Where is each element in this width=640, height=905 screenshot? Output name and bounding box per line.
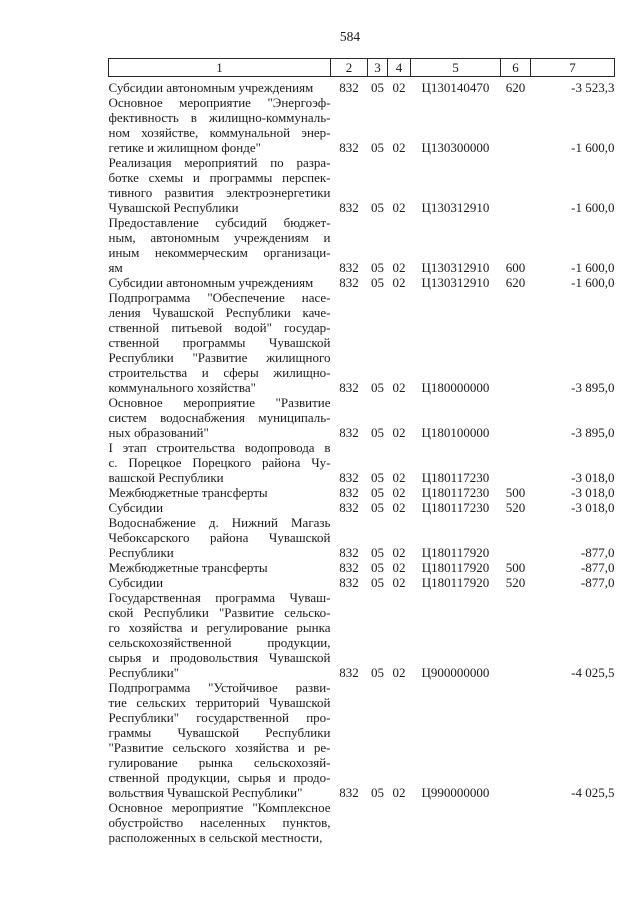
column-header-2: 2 xyxy=(331,59,368,77)
cell-description xyxy=(109,800,331,845)
cell-description xyxy=(109,395,331,440)
cell-target-article: Ц180000000 xyxy=(421,380,490,395)
description-line: сырья и продовольствия Чувашской xyxy=(108,650,331,665)
cell-podrazdel: 02 xyxy=(392,500,406,515)
cell-expense-type: 520 xyxy=(505,575,526,590)
description-line: расположенных в сельской местности, xyxy=(108,830,323,845)
cell-expense-type xyxy=(501,800,531,845)
cell-podrazdel xyxy=(388,800,411,845)
description-line: тивного развития электроэнергетики xyxy=(108,185,331,200)
cell-amount: -4 025,5 xyxy=(571,665,615,680)
cell-expense-type xyxy=(501,515,531,560)
cell-grbs: 832 xyxy=(339,785,359,800)
cell-grbs: 832 xyxy=(339,500,359,515)
description-line: ном хозяйстве, коммунальной энер- xyxy=(108,125,331,140)
description-line: Основное мероприятие "Комплексное xyxy=(108,800,331,815)
cell-razdel: 05 xyxy=(371,665,384,680)
description-line: ственной продукции, сырья и продо- xyxy=(108,770,331,785)
description-line: Субсидии xyxy=(108,500,164,515)
cell-description xyxy=(109,77,331,96)
cell-expense-type xyxy=(501,590,531,680)
cell-razdel: 05 xyxy=(371,560,384,575)
cell-expense-type: 620 xyxy=(505,80,526,95)
table-row xyxy=(109,395,615,440)
cell-expense-type xyxy=(501,440,531,485)
description-line: Реализация мероприятий по разра- xyxy=(108,155,331,170)
description-line: Республики" xyxy=(108,665,180,680)
description-line: Субсидии автономным учреждениям xyxy=(108,80,314,95)
description-line: фективность в жилищно-коммуналь- xyxy=(108,110,331,125)
cell-description xyxy=(109,290,331,395)
cell-expense-type xyxy=(501,95,531,155)
cell-target-article: Ц130312910 xyxy=(421,260,490,275)
table-row xyxy=(109,680,615,800)
cell-amount: -3 018,0 xyxy=(571,485,615,500)
description-line: Субсидии автономным учреждениям xyxy=(108,275,314,290)
cell-grbs xyxy=(331,800,368,845)
cell-amount: -4 025,5 xyxy=(571,785,615,800)
cell-description xyxy=(109,215,331,275)
cell-podrazdel: 02 xyxy=(392,425,406,440)
description-line: систем водоснабжения муниципаль- xyxy=(108,410,331,425)
description-line: тие сельских территорий Чувашской xyxy=(108,695,331,710)
cell-podrazdel: 02 xyxy=(392,200,406,215)
cell-expense-type xyxy=(501,395,531,440)
cell-grbs: 832 xyxy=(339,140,359,155)
cell-grbs: 832 xyxy=(339,560,359,575)
cell-amount: -1 600,0 xyxy=(571,140,615,155)
description-line: иным некоммерческим организаци- xyxy=(108,245,331,260)
description-line: ботке схемы и программы перспек- xyxy=(108,170,331,185)
description-line: гулирование рынка сельскохозяй- xyxy=(108,755,331,770)
description-line: Водоснабжение д. Нижний Магазь xyxy=(108,515,331,530)
cell-target-article: Ц180117230 xyxy=(421,485,490,500)
description-line: гетике и жилищном фонде" xyxy=(108,140,261,155)
cell-podrazdel: 02 xyxy=(392,140,406,155)
cell-razdel: 05 xyxy=(371,260,384,275)
cell-expense-type: 500 xyxy=(505,560,526,575)
description-line: ных образований" xyxy=(108,425,209,440)
cell-amount: -3 523,3 xyxy=(571,80,615,95)
column-header-7: 7 xyxy=(531,59,615,77)
cell-podrazdel: 02 xyxy=(392,485,406,500)
description-line: ственной программы Чувашской xyxy=(108,335,331,350)
description-line: Государственная программа Чуваш- xyxy=(108,590,331,605)
cell-description xyxy=(109,680,331,800)
cell-description xyxy=(109,275,331,290)
column-header-6: 6 xyxy=(501,59,531,77)
cell-target-article: Ц900000000 xyxy=(421,665,490,680)
cell-target-article: Ц130300000 xyxy=(421,140,490,155)
cell-podrazdel: 02 xyxy=(392,275,406,290)
cell-description xyxy=(109,440,331,485)
description-line: Чебоксарского района Чувашской xyxy=(108,530,331,545)
cell-podrazdel: 02 xyxy=(392,260,406,275)
table-row xyxy=(109,500,615,515)
table-row xyxy=(109,485,615,500)
cell-amount: -877,0 xyxy=(580,560,615,575)
description-line: вольствия Чувашской Республики" xyxy=(108,785,303,800)
table-row xyxy=(109,77,615,96)
cell-razdel: 05 xyxy=(371,200,384,215)
cell-amount: -877,0 xyxy=(580,545,615,560)
description-line: строительства и сферы жилищно- xyxy=(108,365,331,380)
cell-description xyxy=(109,95,331,155)
table-row xyxy=(109,95,615,155)
cell-amount: -3 895,0 xyxy=(571,425,615,440)
description-line: с. Порецкое Порецкого района Чу- xyxy=(108,455,331,470)
cell-expense-type: 500 xyxy=(505,485,526,500)
description-line: граммы Чувашской Республики xyxy=(108,725,331,740)
cell-podrazdel: 02 xyxy=(392,470,406,485)
description-line: ления Чувашской Республики каче- xyxy=(108,305,331,320)
cell-target-article: Ц130140470 xyxy=(421,80,490,95)
description-line: сельскохозяйственной продукции, xyxy=(108,635,331,650)
cell-grbs: 832 xyxy=(339,545,359,560)
table-row xyxy=(109,290,615,395)
column-header-1: 1 xyxy=(109,59,331,77)
cell-amount: -3 018,0 xyxy=(571,500,615,515)
header-row xyxy=(109,59,615,77)
cell-amount: -1 600,0 xyxy=(571,275,615,290)
cell-expense-type: 520 xyxy=(505,500,526,515)
table-row xyxy=(109,440,615,485)
cell-grbs: 832 xyxy=(339,485,359,500)
description-line: Подпрограмма "Обеспечение насе- xyxy=(108,290,331,305)
table-row xyxy=(109,155,615,215)
cell-target-article: Ц180117230 xyxy=(421,500,490,515)
cell-podrazdel: 02 xyxy=(392,575,406,590)
cell-grbs: 832 xyxy=(339,575,359,590)
table-row xyxy=(109,515,615,560)
description-line: ным, автономным учреждениям и xyxy=(108,230,331,245)
description-line: ской Республики "Развитие сельско- xyxy=(108,605,331,620)
description-line: Республики xyxy=(108,545,174,560)
cell-target-article: Ц180117230 xyxy=(421,470,490,485)
description-line: Предоставление субсидий бюджет- xyxy=(108,215,331,230)
cell-grbs: 832 xyxy=(339,275,359,290)
cell-description xyxy=(109,155,331,215)
cell-target-article: Ц180117920 xyxy=(421,575,490,590)
cell-grbs: 832 xyxy=(339,380,359,395)
table-header xyxy=(109,59,615,77)
description-line: обустройство населенных пунктов, xyxy=(108,815,331,830)
cell-amount: -877,0 xyxy=(580,575,615,590)
cell-razdel: 05 xyxy=(371,140,384,155)
cell-amount: -3 895,0 xyxy=(571,380,615,395)
description-line: го хозяйства и регулирование рынка xyxy=(108,620,331,635)
table-row xyxy=(109,800,615,845)
column-header-5: 5 xyxy=(411,59,501,77)
description-line: "Развитие сельского хозяйства и ре- xyxy=(108,740,331,755)
cell-grbs: 832 xyxy=(339,200,359,215)
cell-description xyxy=(109,515,331,560)
cell-grbs: 832 xyxy=(339,80,359,95)
description-line: ственной питьевой водой" государ- xyxy=(108,320,331,335)
cell-grbs: 832 xyxy=(339,665,359,680)
description-line: коммунального хозяйства" xyxy=(108,380,256,395)
cell-grbs: 832 xyxy=(339,260,359,275)
cell-razdel: 05 xyxy=(371,545,384,560)
cell-razdel: 05 xyxy=(371,380,384,395)
cell-target-article: Ц180117920 xyxy=(421,560,490,575)
cell-razdel: 05 xyxy=(371,470,384,485)
cell-razdel: 05 xyxy=(371,485,384,500)
cell-expense-type xyxy=(501,680,531,800)
column-header-3: 3 xyxy=(368,59,388,77)
cell-razdel: 05 xyxy=(371,500,384,515)
description-line: Подпрограмма "Устойчивое разви- xyxy=(108,680,331,695)
table-row xyxy=(109,215,615,275)
cell-description xyxy=(109,560,331,575)
table-row xyxy=(109,575,615,590)
column-header-4: 4 xyxy=(388,59,411,77)
cell-razdel: 05 xyxy=(371,80,384,95)
cell-amount: -3 018,0 xyxy=(571,470,615,485)
cell-target-article: Ц180100000 xyxy=(421,425,490,440)
cell-razdel: 05 xyxy=(371,575,384,590)
description-line: Чувашской Республики xyxy=(108,200,239,215)
description-line: Республики "Развитие жилищного xyxy=(108,350,331,365)
page-number: 584 xyxy=(339,29,361,44)
cell-razdel: 05 xyxy=(371,425,384,440)
cell-description xyxy=(109,575,331,590)
description-line: ям xyxy=(108,260,123,275)
cell-podrazdel: 02 xyxy=(392,665,406,680)
cell-amount: -1 600,0 xyxy=(571,200,615,215)
cell-expense-type: 600 xyxy=(505,260,526,275)
cell-expense-type: 620 xyxy=(505,275,526,290)
cell-target-article xyxy=(411,800,501,845)
cell-expense-type xyxy=(501,290,531,395)
table-row xyxy=(109,275,615,290)
description-line: Межбюджетные трансферты xyxy=(108,485,268,500)
description-line: вашской Республики xyxy=(108,470,224,485)
cell-razdel: 05 xyxy=(371,785,384,800)
description-line: Республики" государственной про- xyxy=(108,710,331,725)
cell-target-article: Ц130312910 xyxy=(421,275,490,290)
cell-description xyxy=(109,500,331,515)
cell-podrazdel: 02 xyxy=(392,560,406,575)
table-body xyxy=(109,77,615,846)
cell-target-article: Ц180117920 xyxy=(421,545,490,560)
cell-amount: -1 600,0 xyxy=(571,260,615,275)
cell-description xyxy=(109,485,331,500)
description-line: Основное мероприятие "Развитие xyxy=(108,395,331,410)
cell-razdel xyxy=(368,800,388,845)
cell-expense-type xyxy=(501,155,531,215)
cell-podrazdel: 02 xyxy=(392,380,406,395)
table-row xyxy=(109,590,615,680)
description-line: Субсидии xyxy=(108,575,164,590)
description-line: I этап строительства водопровода в xyxy=(108,440,331,455)
cell-grbs: 832 xyxy=(339,425,359,440)
description-line: Основное мероприятие "Энергоэф- xyxy=(108,95,331,110)
cell-amount xyxy=(531,800,615,845)
cell-target-article: Ц130312910 xyxy=(421,200,490,215)
cell-podrazdel: 02 xyxy=(392,545,406,560)
table-row xyxy=(109,560,615,575)
cell-razdel: 05 xyxy=(371,275,384,290)
cell-description xyxy=(109,590,331,680)
cell-podrazdel: 02 xyxy=(392,785,406,800)
cell-target-article: Ц990000000 xyxy=(421,785,490,800)
description-line: Межбюджетные трансферты xyxy=(108,560,268,575)
cell-podrazdel: 02 xyxy=(392,80,406,95)
budget-table xyxy=(108,58,615,845)
cell-grbs: 832 xyxy=(339,470,359,485)
